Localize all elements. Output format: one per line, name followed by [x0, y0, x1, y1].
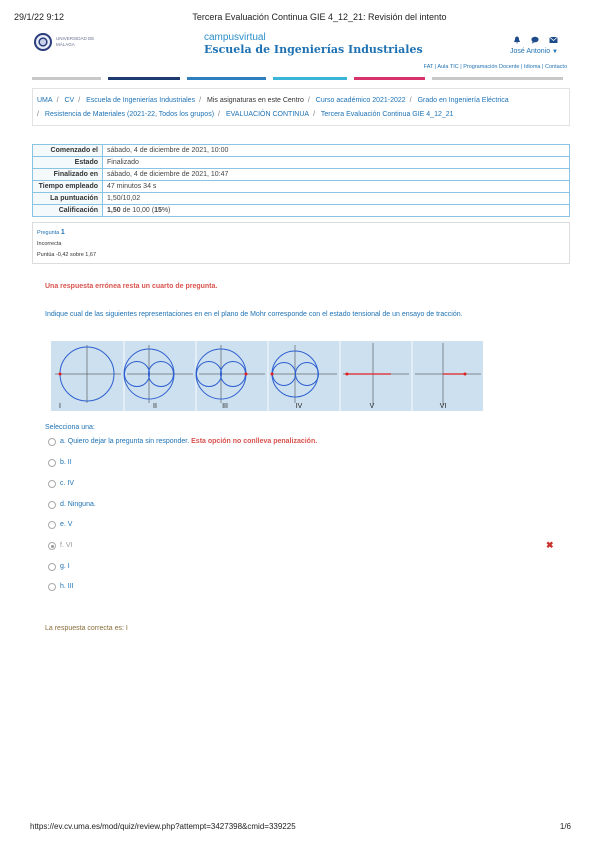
option-label: c. IV [60, 480, 75, 487]
breadcrumb-course[interactable]: Resistencia de Materiales (2021-22, Todos los grupos) [44, 111, 215, 118]
time-label: Tiempo empleado [33, 181, 103, 193]
link-aula-tic[interactable]: Aula TIC [437, 64, 459, 70]
radio-button[interactable] [48, 480, 56, 488]
mohr-panel-1 [55, 345, 121, 403]
points-label: La puntuación [33, 193, 103, 205]
radio-button[interactable] [48, 521, 56, 529]
started-label: Comenzado el [33, 145, 103, 157]
mohr-panel-2 [124, 345, 193, 403]
table-row [33, 145, 570, 157]
radio-button[interactable] [48, 563, 56, 571]
mohr-panel-5 [343, 343, 409, 405]
figure-label-6: VI [439, 403, 447, 410]
option-label: a. Quiero dejar la pregunta sin responder. [60, 438, 192, 445]
university-logo[interactable] [34, 33, 94, 51]
question-status: Incorrecta [37, 241, 62, 247]
breadcrumb-uma[interactable]: UMA [37, 97, 53, 104]
breadcrumb-section[interactable]: EVALUACIÓN CONTINUA [225, 111, 310, 118]
link-contacto[interactable]: Contacto [544, 64, 567, 70]
breadcrumb-my-subjects: Mis asignaturas en este Centro [206, 97, 304, 104]
option-label: g. I [60, 563, 70, 570]
question-number: Pregunta 1 [37, 229, 65, 236]
option-label: h. III [60, 583, 74, 590]
penalty-warning: Una respuesta errónea resta un cuarto de pregunta. [45, 283, 218, 290]
option-label: f. VI [60, 542, 73, 549]
figure-label-2: II [153, 403, 157, 410]
option-label: b. II [60, 459, 72, 466]
color-bar-segment [432, 77, 563, 80]
breadcrumb-degree[interactable]: Grado en Ingeniería Eléctrica [417, 97, 509, 104]
breadcrumb-quiz[interactable]: Tercera Evaluación Continua GIE 4_12_21 [320, 111, 454, 118]
color-bar [32, 77, 570, 80]
radio-button[interactable] [48, 501, 56, 509]
radio-button[interactable] [48, 438, 56, 446]
print-url: https://ev.cv.uma.es/mod/quiz/review.php?attempt=3427398&cmid=339225 [30, 822, 296, 831]
link-fat[interactable]: FAT [423, 64, 434, 70]
radio-button-selected[interactable] [48, 542, 56, 550]
grade-value: 1,50 de 10,00 (15%) [103, 205, 570, 217]
table-row [33, 157, 570, 169]
print-page-number: 1/6 [559, 822, 571, 831]
breadcrumb-cv[interactable]: CV [64, 97, 75, 104]
color-bar-segment [354, 77, 425, 80]
link-idioma[interactable]: Idioma [523, 64, 541, 70]
breadcrumb: UMA / CV / Escuela de Ingenierías Industriales / Mis asignaturas en este Centro / Curso académico 2021-2022 / Grado en Ingeniería Eléctrica / Resistencia de Materiales (2021-22, Todos los grupos) / EVALUACIÓN CONTINUA / Tercera Evaluación Continua GIE 4_12_21 [32, 88, 570, 126]
grade-label: Calificación [33, 205, 103, 217]
option-label: d. Ninguna. [60, 501, 96, 508]
chat-icon[interactable] [531, 36, 539, 44]
points-value: 1,50/10,02 [103, 193, 570, 205]
print-page-title: Tercera Evaluación Continua GIE 4_12_21: Revisión del intento [192, 12, 447, 22]
incorrect-x-icon: ✖ [546, 540, 554, 550]
figure-label-5: V [369, 403, 375, 410]
question-info-box [32, 222, 570, 264]
attempt-summary-table [32, 144, 570, 217]
option-note: Esta opción no conlleva penalización. [191, 438, 318, 445]
finished-value: sábado, 4 de diciembre de 2021, 10:47 [103, 169, 570, 181]
user-menu[interactable] [510, 48, 558, 55]
finished-label: Finalizado en [33, 169, 103, 181]
school-name[interactable]: Escuela de Ingenierías Industriales [204, 43, 423, 56]
radio-button[interactable] [48, 459, 56, 467]
figure-label-3: III [222, 403, 228, 410]
color-bar-segment [273, 77, 347, 80]
print-datetime: 29/1/22 9:12 [14, 12, 65, 22]
breadcrumb-academic-year[interactable]: Curso académico 2021-2022 [315, 97, 406, 104]
user-icon-bar [513, 36, 561, 46]
university-seal-icon [34, 33, 52, 51]
color-bar-segment [187, 77, 266, 80]
question-score: Puntúa -0,42 sobre 1,67 [37, 252, 97, 258]
top-links: FAT | Aula TIC | Programación Docente | Idioma | Contacto [423, 64, 567, 70]
logo-text: UNIVERSIDAD DE MÁLAGA [56, 36, 95, 47]
figure-label-1: I [59, 403, 61, 410]
mohr-panel-4 [271, 345, 338, 403]
chevron-down-icon: ▼ [552, 49, 558, 55]
mohr-panel-6 [415, 343, 481, 405]
question-text: Indique cual de las siguientes representaciones en en el plano de Mohr corresponde con el estado tensional de un ensayo de tracción. [45, 311, 463, 318]
correct-answer-feedback: La respuesta correcta es: I [45, 625, 128, 632]
link-programacion-docente[interactable]: Programación Docente [463, 64, 520, 70]
started-value: sábado, 4 de diciembre de 2021, 10:00 [103, 145, 570, 157]
table-row [33, 181, 570, 193]
state-label: Estado [33, 157, 103, 169]
option-label: e. V [60, 521, 73, 528]
color-bar-segment [32, 77, 101, 80]
figure-labels [51, 401, 483, 411]
select-one-label: Selecciona una: [45, 424, 95, 431]
table-row [33, 193, 570, 205]
bell-icon[interactable] [513, 36, 521, 44]
table-row [33, 169, 570, 181]
radio-button[interactable] [48, 583, 56, 591]
table-row [33, 205, 570, 217]
campus-virtual-name[interactable]: campusvirtual [204, 32, 266, 43]
figure-label-4: IV [295, 403, 303, 410]
breadcrumb-school[interactable]: Escuela de Ingenierías Industriales [86, 97, 196, 104]
state-value: Finalizado [103, 157, 570, 169]
mail-icon[interactable] [549, 36, 557, 44]
user-name: José Antonio [510, 48, 551, 55]
mohr-panel-3 [196, 345, 265, 403]
color-bar-segment [108, 77, 180, 80]
time-value: 47 minutos 34 s [103, 181, 570, 193]
